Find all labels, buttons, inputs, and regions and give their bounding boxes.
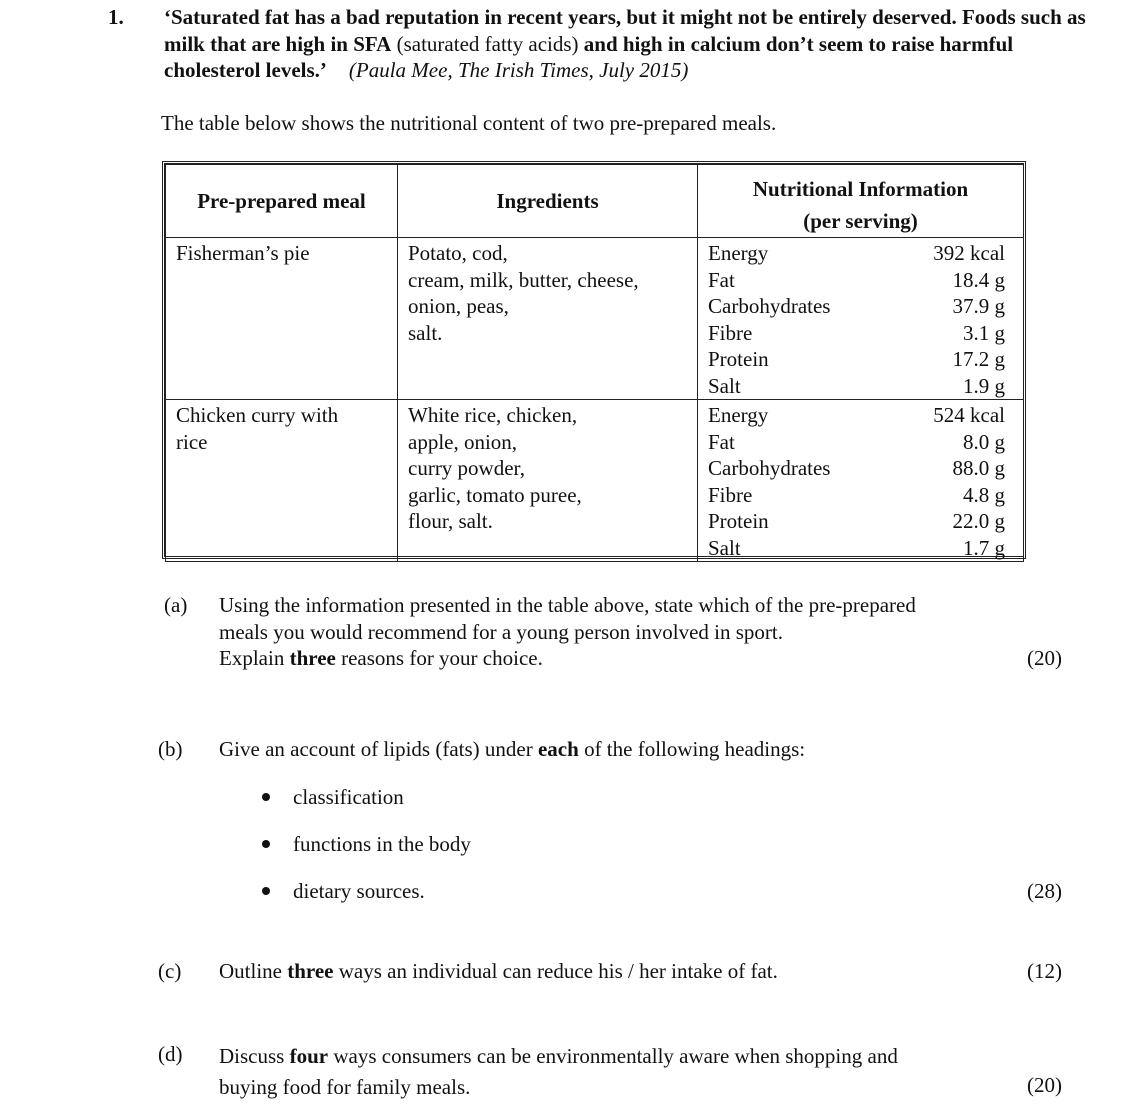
nutrient-value: 18.4 g — [952, 267, 1005, 292]
part-d-line: buying food for family meals. — [219, 1075, 471, 1099]
part-a-line — [219, 645, 1019, 672]
part-b-text-pre: Give an account of lipids (fats) under — [219, 737, 538, 761]
nutrient-row — [708, 429, 1005, 456]
nutrient-value: 3.1 g — [963, 320, 1005, 345]
question-number: 1. — [108, 5, 124, 29]
ingredient-line: flour, salt. — [408, 509, 493, 533]
meal-name — [166, 400, 398, 562]
bullet-text: dietary sources. — [293, 879, 425, 903]
quote-normal-part: (saturated fatty acids) — [391, 31, 584, 56]
table-row — [166, 238, 1024, 400]
nutrient-row — [708, 346, 1005, 373]
nutrition-cell — [698, 400, 1024, 562]
part-d-label: (d) — [158, 1042, 183, 1066]
bullet-item — [262, 831, 471, 858]
part-b-text-bold: each — [537, 737, 579, 761]
part-c-text-post: ways an individual can reduce his / her intake of fat. — [333, 959, 778, 983]
nutrient-value: 22.0 g — [952, 509, 1005, 533]
quote-bold-part-2: and high in calcium don’t seem to raise harmful cholesterol levels.’ — [164, 31, 1014, 82]
part-c-text-pre: Outline — [219, 959, 288, 983]
header-nutrition — [698, 165, 1024, 238]
part-d-line1-post: ways consumers can be environmentally aware when shopping and — [328, 1044, 898, 1068]
nutrient-name: Carbohydrates — [708, 456, 831, 480]
nutrient-row — [708, 267, 1005, 294]
nutrient-row — [708, 482, 1005, 509]
nutrition-table-frame — [162, 161, 1026, 559]
part-a-line3-bold: three — [289, 646, 336, 670]
table-intro: The table below shows the nutritional content of two pre-prepared meals. — [161, 111, 777, 135]
part-b-marks: (28) — [1027, 879, 1062, 903]
nutrient-value: 1.9 g — [963, 373, 1005, 398]
nutrient-value: 1.7 g — [963, 535, 1005, 560]
nutrient-name: Energy — [708, 241, 769, 265]
part-d-text — [219, 1041, 1019, 1103]
meal-name: Fisherman’s pie — [166, 238, 398, 400]
bullet-dot-icon — [262, 887, 270, 895]
meal-name-line: Chicken curry with — [176, 403, 339, 427]
ingredient-line: curry powder, — [408, 456, 525, 480]
nutrient-name: Fibre — [708, 320, 753, 345]
part-d-line — [219, 1041, 1019, 1072]
ingredient-line: garlic, tomato puree, — [408, 482, 582, 507]
part-c-text-bold: three — [287, 959, 334, 983]
nutrient-name: Energy — [708, 403, 769, 427]
nutrient-name: Fat — [708, 429, 735, 454]
bullet-item — [262, 878, 425, 905]
nutrient-row — [708, 455, 1005, 482]
nutrient-row — [708, 240, 1005, 267]
part-a-text — [219, 592, 1019, 672]
bullet-dot-icon — [262, 840, 270, 848]
nutrient-name: Fibre — [708, 482, 753, 507]
nutrient-row — [708, 373, 1005, 400]
meal-name-line: rice — [176, 429, 208, 454]
nutrient-row — [708, 402, 1005, 429]
nutrient-name: Salt — [708, 535, 741, 560]
part-d-marks: (20) — [1027, 1073, 1062, 1097]
nutrient-value: 37.9 g — [952, 294, 1005, 318]
ingredients-cell — [398, 238, 698, 400]
ingredient-line: White rice, chicken, — [408, 403, 578, 427]
nutrient-value: 17.2 g — [952, 347, 1005, 371]
bullet-text: functions in the body — [293, 832, 471, 856]
part-c-label: (c) — [158, 959, 182, 983]
nutrient-row — [708, 508, 1005, 535]
nutrient-value: 4.8 g — [963, 482, 1005, 507]
nutrient-name: Fat — [708, 267, 735, 292]
part-c-marks: (12) — [1027, 959, 1062, 983]
part-a-marks: (20) — [1027, 646, 1062, 670]
bullet-text: classification — [293, 785, 404, 809]
quote-source: (Paula Mee, The Irish Times, July 2015) — [348, 58, 689, 82]
part-a-line3-pre: Explain — [219, 646, 290, 670]
part-a-line: Using the information presented in the table above, state which of the pre-prepared — [219, 593, 916, 617]
nutrient-name: Protein — [708, 509, 769, 533]
bullet-item — [262, 784, 404, 811]
table-header-row — [166, 165, 1024, 238]
ingredient-line: apple, onion, — [408, 429, 518, 454]
header-nutrition-line2: (per serving) — [803, 209, 918, 233]
part-b-text-post: of the following headings: — [578, 737, 806, 761]
ingredient-line: salt. — [408, 320, 443, 345]
part-a-line3-post: reasons for your choice. — [335, 646, 543, 670]
question-quote — [164, 4, 1094, 84]
nutrient-name: Salt — [708, 373, 741, 398]
part-a-label: (a) — [164, 593, 188, 617]
nutrient-value: 524 kcal — [933, 403, 1005, 427]
ingredient-line: cream, milk, butter, cheese, — [408, 267, 639, 292]
quote-bold-part-1: ‘Saturated fat has a bad reputation in recent years, but it might not be entirely deserved. Foods such as milk that are high in SFA — [164, 5, 1086, 56]
nutrient-row — [708, 320, 1005, 347]
ingredients-cell — [398, 400, 698, 562]
part-d-line1-bold: four — [289, 1044, 329, 1068]
nutrient-name: Protein — [708, 347, 769, 371]
part-d-line1-pre: Discuss — [219, 1044, 290, 1068]
table-row — [166, 400, 1024, 562]
nutrient-name: Carbohydrates — [708, 294, 831, 318]
header-ingredients: Ingredients — [398, 165, 698, 238]
ingredient-line: onion, peas, — [408, 294, 509, 318]
part-a-line: meals you would recommend for a young person involved in sport. — [219, 619, 783, 644]
bullet-dot-icon — [262, 793, 270, 801]
nutrient-value: 8.0 g — [963, 429, 1005, 454]
nutrient-row — [708, 293, 1005, 320]
nutrient-value: 88.0 g — [952, 456, 1005, 480]
part-b-label: (b) — [158, 737, 183, 761]
nutrition-cell — [698, 238, 1024, 400]
part-c-text — [219, 958, 1019, 985]
nutrient-row — [708, 535, 1005, 562]
part-b-text — [219, 736, 1019, 763]
nutrient-value: 392 kcal — [933, 241, 1005, 265]
header-nutrition-line1: Nutritional Information — [752, 177, 969, 201]
ingredient-line: Potato, cod, — [408, 241, 508, 265]
nutrition-table — [165, 164, 1024, 562]
header-meal: Pre-prepared meal — [166, 165, 398, 238]
